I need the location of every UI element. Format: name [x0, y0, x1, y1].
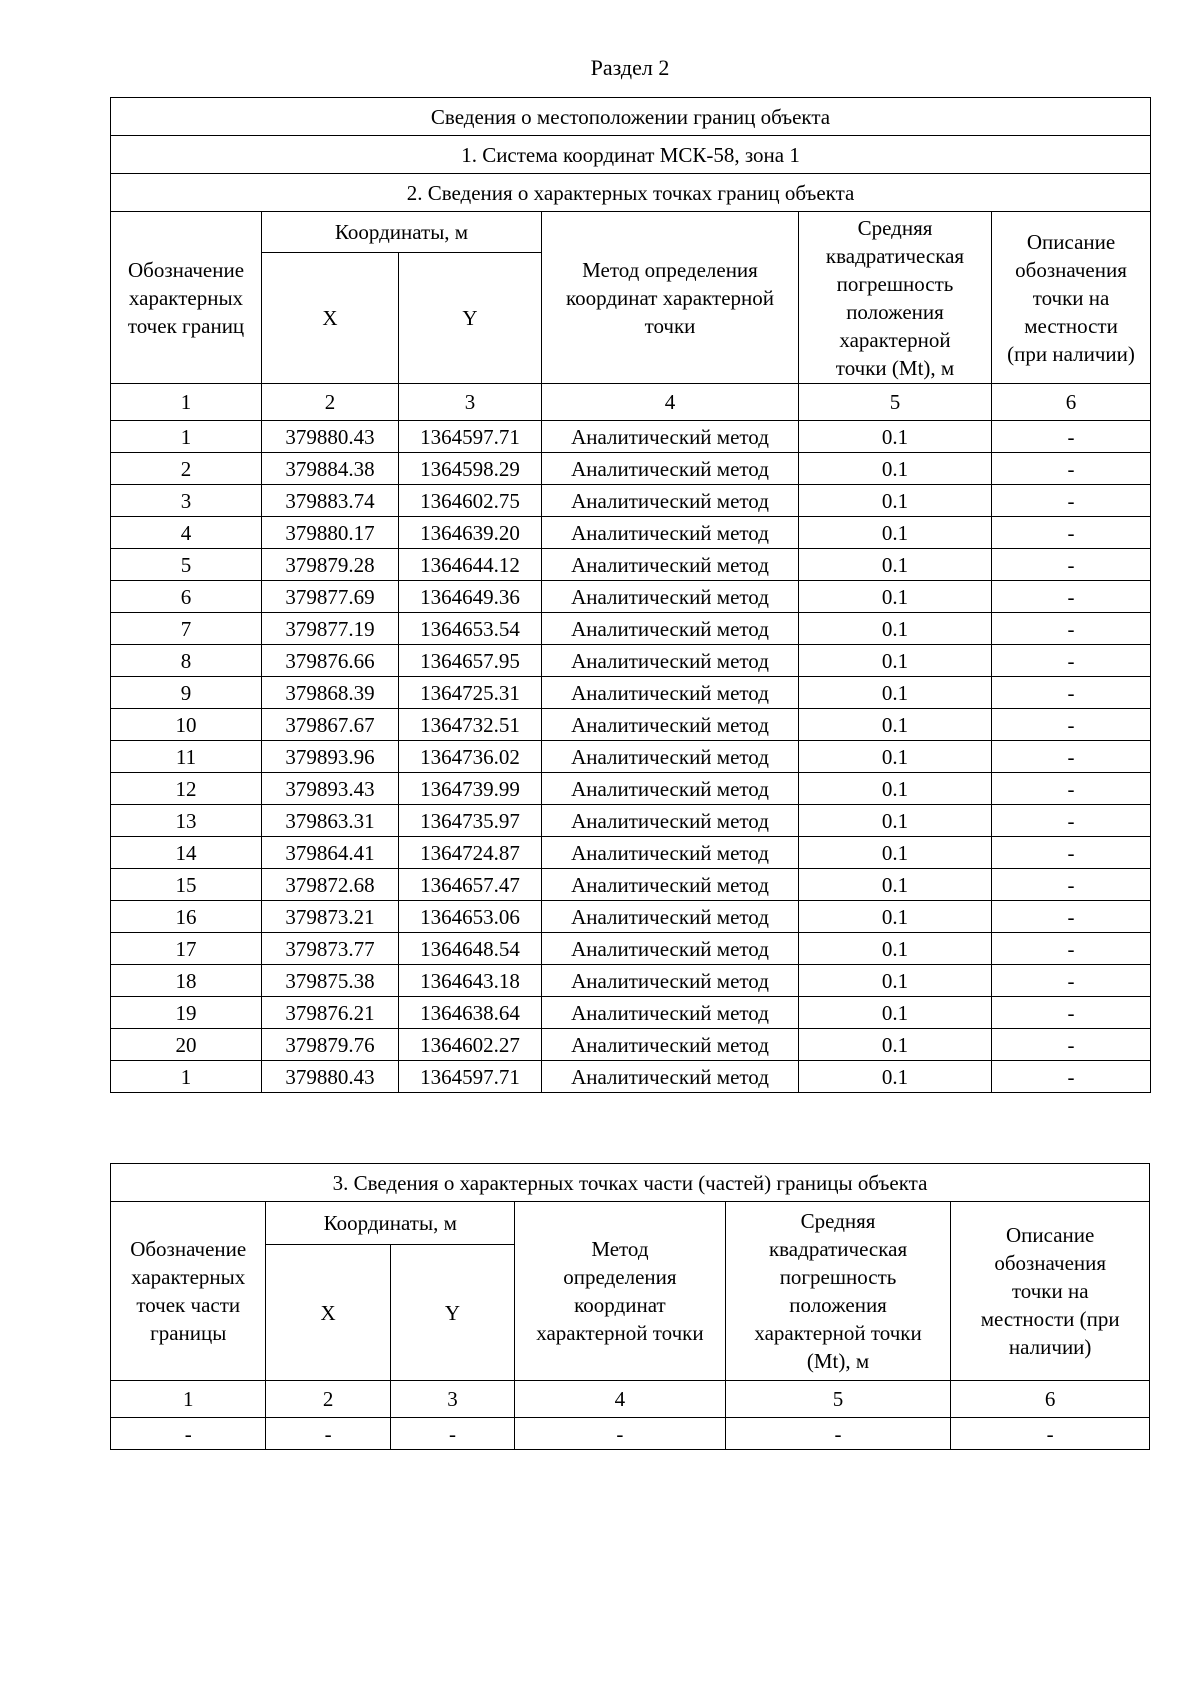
part-col-number: 5: [725, 1381, 951, 1418]
cell-method: Аналитический метод: [542, 805, 799, 837]
part-col-method-header: Метод определения координат характерной точки: [515, 1202, 726, 1381]
table-row: [111, 837, 1151, 869]
cell-error: 0.1: [799, 677, 992, 709]
cell-y: 1364735.97: [399, 805, 542, 837]
cell-error: 0.1: [799, 965, 992, 997]
cell-y: 1364657.95: [399, 645, 542, 677]
cell-y: 1364602.27: [399, 1029, 542, 1061]
cell-x: 379893.96: [262, 741, 399, 773]
part-col-error-header: Средняя квадратическая погрешность положения характерной точки (Mt), м: [725, 1202, 951, 1381]
table-row: [111, 581, 1151, 613]
part-cell-point: -: [111, 1418, 266, 1450]
table-row: [111, 901, 1151, 933]
cell-x: 379880.17: [262, 517, 399, 549]
cell-y: 1364598.29: [399, 453, 542, 485]
cell-point: 13: [111, 805, 262, 837]
col-x-header: X: [262, 253, 399, 384]
cell-desc: -: [992, 805, 1151, 837]
cell-point: 2: [111, 453, 262, 485]
cell-point: 11: [111, 741, 262, 773]
cell-point: 10: [111, 709, 262, 741]
cell-error: 0.1: [799, 869, 992, 901]
part-col-number: 6: [951, 1381, 1150, 1418]
col-desc-header: Описание обозначения точки на местности (при наличии): [992, 212, 1151, 384]
cell-method: Аналитический метод: [542, 517, 799, 549]
cell-point: 15: [111, 869, 262, 901]
cell-error: 0.1: [799, 613, 992, 645]
cell-x: 379880.43: [262, 1061, 399, 1093]
cell-x: 379867.67: [262, 709, 399, 741]
cell-desc: -: [992, 421, 1151, 453]
cell-error: 0.1: [799, 997, 992, 1029]
cell-point: 5: [111, 549, 262, 581]
cell-y: 1364653.06: [399, 901, 542, 933]
cell-method: Аналитический метод: [542, 581, 799, 613]
cell-method: Аналитический метод: [542, 869, 799, 901]
table-row: [111, 613, 1151, 645]
cell-method: Аналитический метод: [542, 901, 799, 933]
cell-y: 1364653.54: [399, 613, 542, 645]
cell-method: Аналитический метод: [542, 677, 799, 709]
part-cell-desc: -: [951, 1418, 1150, 1450]
cell-y: 1364649.36: [399, 581, 542, 613]
cell-desc: -: [992, 933, 1151, 965]
cell-x: 379875.38: [262, 965, 399, 997]
cell-desc: -: [992, 645, 1151, 677]
cell-point: 16: [111, 901, 262, 933]
cell-x: 379880.43: [262, 421, 399, 453]
col-number: 5: [799, 384, 992, 421]
cell-x: 379884.38: [262, 453, 399, 485]
cell-desc: -: [992, 741, 1151, 773]
col-number: 2: [262, 384, 399, 421]
part-col-number: 3: [390, 1381, 514, 1418]
col-coords-header: Координаты, м: [262, 212, 542, 253]
cell-desc: -: [992, 517, 1151, 549]
cell-y: 1364597.71: [399, 421, 542, 453]
cell-y: 1364725.31: [399, 677, 542, 709]
cell-point: 4: [111, 517, 262, 549]
part-points-title: 3. Сведения о характерных точках части (частей) границы объекта: [111, 1164, 1150, 1202]
cell-method: Аналитический метод: [542, 1061, 799, 1093]
table-row: [111, 741, 1151, 773]
table-row: [111, 453, 1151, 485]
part-cell-error: -: [725, 1418, 951, 1450]
part-col-desc-header: Описание обозначения точки на местности (при наличии): [951, 1202, 1150, 1381]
cell-method: Аналитический метод: [542, 837, 799, 869]
cell-y: 1364643.18: [399, 965, 542, 997]
col-number: 1: [111, 384, 262, 421]
cell-error: 0.1: [799, 741, 992, 773]
part-col-coords-header: Координаты, м: [266, 1202, 515, 1245]
cell-method: Аналитический метод: [542, 709, 799, 741]
cell-point: 6: [111, 581, 262, 613]
cell-error: 0.1: [799, 645, 992, 677]
cell-desc: -: [992, 965, 1151, 997]
col-number: 3: [399, 384, 542, 421]
table-row: [111, 1029, 1151, 1061]
table-row: [111, 709, 1151, 741]
table-row: [111, 645, 1151, 677]
cell-point: 8: [111, 645, 262, 677]
col-number: 6: [992, 384, 1151, 421]
cell-error: 0.1: [799, 773, 992, 805]
cell-x: 379893.43: [262, 773, 399, 805]
cell-error: 0.1: [799, 837, 992, 869]
cell-point: 14: [111, 837, 262, 869]
cell-method: Аналитический метод: [542, 453, 799, 485]
cell-desc: -: [992, 1029, 1151, 1061]
part-col-number: 4: [515, 1381, 726, 1418]
cell-point: 20: [111, 1029, 262, 1061]
col-y-header: Y: [399, 253, 542, 384]
cell-x: 379872.68: [262, 869, 399, 901]
table-row: [111, 773, 1151, 805]
cell-y: 1364638.64: [399, 997, 542, 1029]
cell-error: 0.1: [799, 517, 992, 549]
cell-x: 379879.28: [262, 549, 399, 581]
cell-point: 18: [111, 965, 262, 997]
cell-point: 17: [111, 933, 262, 965]
coord-system: 1. Система координат МСК-58, зона 1: [111, 136, 1151, 174]
cell-y: 1364732.51: [399, 709, 542, 741]
section-title: Сведения о местоположении границ объекта: [111, 98, 1151, 136]
cell-x: 379863.31: [262, 805, 399, 837]
cell-x: 379876.66: [262, 645, 399, 677]
cell-method: Аналитический метод: [542, 645, 799, 677]
cell-method: Аналитический метод: [542, 1029, 799, 1061]
cell-desc: -: [992, 997, 1151, 1029]
cell-x: 379877.19: [262, 613, 399, 645]
cell-desc: -: [992, 901, 1151, 933]
cell-point: 7: [111, 613, 262, 645]
boundary-table: [110, 97, 1151, 1093]
cell-desc: -: [992, 613, 1151, 645]
cell-x: 379883.74: [262, 485, 399, 517]
cell-error: 0.1: [799, 549, 992, 581]
cell-method: Аналитический метод: [542, 549, 799, 581]
table-row: [111, 805, 1151, 837]
cell-y: 1364736.02: [399, 741, 542, 773]
cell-method: Аналитический метод: [542, 933, 799, 965]
table-row: [111, 997, 1151, 1029]
cell-y: 1364602.75: [399, 485, 542, 517]
cell-x: 379873.77: [262, 933, 399, 965]
page-title: Раздел 2: [590, 55, 670, 80]
table-row: [111, 933, 1151, 965]
cell-error: 0.1: [799, 485, 992, 517]
cell-point: 1: [111, 1061, 262, 1093]
part-cell-y: -: [390, 1418, 514, 1450]
cell-x: 379877.69: [262, 581, 399, 613]
part-cell-x: -: [266, 1418, 390, 1450]
cell-error: 0.1: [799, 453, 992, 485]
cell-method: Аналитический метод: [542, 741, 799, 773]
cell-x: 379873.21: [262, 901, 399, 933]
cell-point: 9: [111, 677, 262, 709]
cell-desc: -: [992, 549, 1151, 581]
col-point-header: Обозначение характерных точек границ: [111, 212, 262, 384]
cell-desc: -: [992, 709, 1151, 741]
table-row: [111, 869, 1151, 901]
cell-x: 379864.41: [262, 837, 399, 869]
cell-point: 3: [111, 485, 262, 517]
cell-x: 379876.21: [262, 997, 399, 1029]
col-error-header: Средняя квадратическая погрешность положения характерной точки (Mt), м: [799, 212, 992, 384]
cell-method: Аналитический метод: [542, 485, 799, 517]
boundary-table-body: [111, 421, 1151, 1093]
cell-error: 0.1: [799, 933, 992, 965]
table-row: [111, 677, 1151, 709]
cell-y: 1364644.12: [399, 549, 542, 581]
col-method-header: Метод определения координат характерной точки: [542, 212, 799, 384]
table-row: [111, 1061, 1151, 1093]
part-table-row: [111, 1418, 1150, 1450]
cell-error: 0.1: [799, 421, 992, 453]
cell-y: 1364724.87: [399, 837, 542, 869]
cell-desc: -: [992, 837, 1151, 869]
part-boundary-table: [110, 1163, 1150, 1450]
cell-method: Аналитический метод: [542, 965, 799, 997]
table-row: [111, 965, 1151, 997]
cell-method: Аналитический метод: [542, 421, 799, 453]
cell-y: 1364639.20: [399, 517, 542, 549]
cell-error: 0.1: [799, 581, 992, 613]
cell-method: Аналитический метод: [542, 613, 799, 645]
part-col-number: 2: [266, 1381, 390, 1418]
boundary-points-title: 2. Сведения о характерных точках границ объекта: [111, 174, 1151, 212]
table-row: [111, 549, 1151, 581]
cell-method: Аналитический метод: [542, 773, 799, 805]
cell-y: 1364597.71: [399, 1061, 542, 1093]
cell-desc: -: [992, 1061, 1151, 1093]
cell-error: 0.1: [799, 1029, 992, 1061]
cell-desc: -: [992, 581, 1151, 613]
cell-desc: -: [992, 677, 1151, 709]
cell-desc: -: [992, 485, 1151, 517]
col-number: 4: [542, 384, 799, 421]
cell-desc: -: [992, 453, 1151, 485]
table-row: [111, 517, 1151, 549]
part-col-number: 1: [111, 1381, 266, 1418]
cell-error: 0.1: [799, 805, 992, 837]
cell-y: 1364648.54: [399, 933, 542, 965]
cell-desc: -: [992, 869, 1151, 901]
part-col-point-header: Обозначение характерных точек части границы: [111, 1202, 266, 1381]
table-row: [111, 485, 1151, 517]
cell-point: 1: [111, 421, 262, 453]
cell-error: 0.1: [799, 1061, 992, 1093]
cell-method: Аналитический метод: [542, 997, 799, 1029]
cell-desc: -: [992, 773, 1151, 805]
cell-error: 0.1: [799, 709, 992, 741]
cell-y: 1364739.99: [399, 773, 542, 805]
part-cell-method: -: [515, 1418, 726, 1450]
cell-point: 12: [111, 773, 262, 805]
cell-point: 19: [111, 997, 262, 1029]
cell-error: 0.1: [799, 901, 992, 933]
cell-x: 379879.76: [262, 1029, 399, 1061]
cell-x: 379868.39: [262, 677, 399, 709]
part-col-x-header: X: [266, 1245, 390, 1381]
cell-y: 1364657.47: [399, 869, 542, 901]
part-col-y-header: Y: [390, 1245, 514, 1381]
table-row: [111, 421, 1151, 453]
